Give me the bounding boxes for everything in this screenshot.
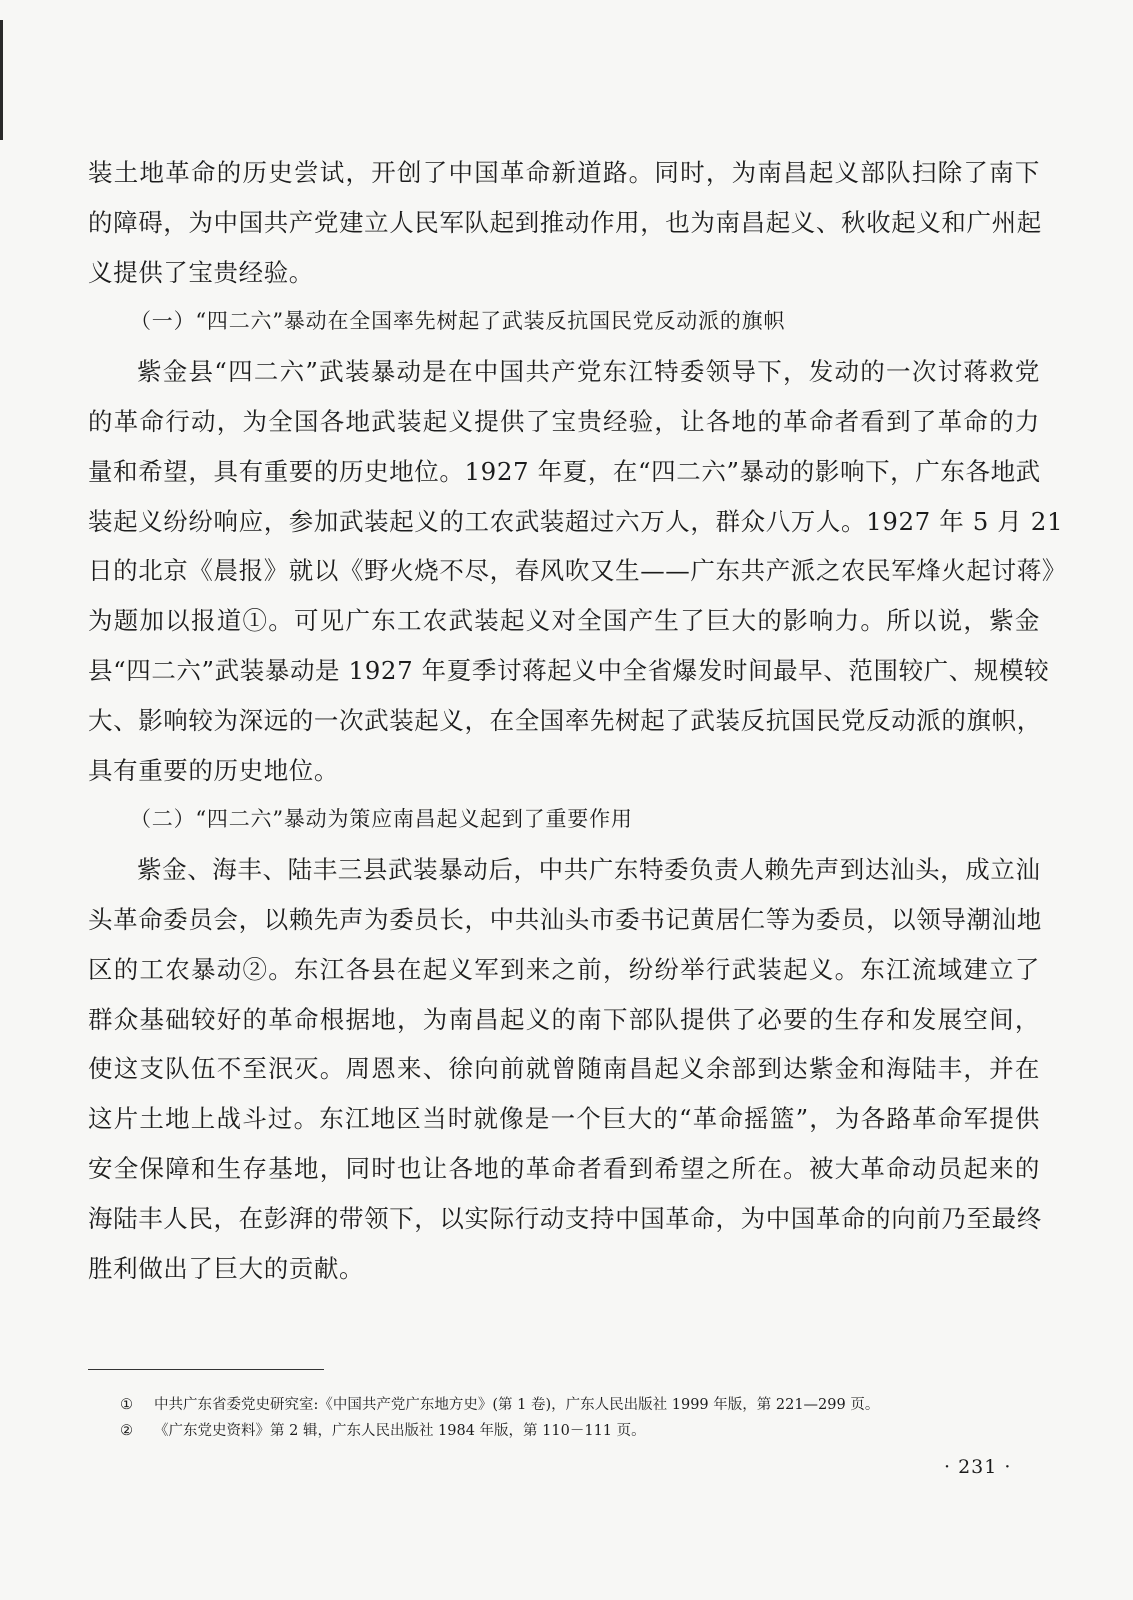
text-line: 这片土地上战斗过。东江地区当时就像是一个巨大的“革命摇篮”，为各路革命军提供 <box>88 1104 1040 1134</box>
text-line: 县“四二六”武装暴动是 1927 年夏季讨蒋起义中全省爆发时间最早、范围较广、规模较 <box>88 655 1050 685</box>
footnote <box>120 1418 879 1444</box>
text-line: 的革命行动，为全国各地武装起义提供了宝贵经验，让各地的革命者看到了革命的力 <box>88 406 1040 436</box>
text-line: 量和希望，具有重要的历史地位。1927 年夏，在“四二六”暴动的影响下，广东各地武 <box>88 456 1041 486</box>
text-line: 日的北京《晨报》就以《野火烧不尽，春风吹又生——广东共产派之农民军烽火起讨蒋》 <box>88 556 1067 586</box>
text-line: 为题加以报道①。可见广东工农武装起义对全国产生了巨大的影响力。所以说，紫金 <box>88 606 1040 636</box>
text-line: 头革命委员会，以赖先声为委员长，中共汕头市委书记黄居仁等为委员，以领导潮汕地 <box>88 904 1042 934</box>
footnote-marker: ② <box>120 1423 133 1439</box>
text-line: 群众基础较好的革命根据地，为南昌起义的南下部队提供了必要的生存和发展空间， <box>88 1004 1040 1034</box>
section-heading: （二）“四二六”暴动为策应南昌起义起到了重要作用 <box>130 807 633 832</box>
text-line: 紫金、海丰、陆丰三县武装暴动后，中共广东特委负责人赖先声到达汕头，成立汕 <box>137 855 1041 885</box>
text-line: 的障碍，为中国共产党建立人民军队起到推动作用，也为南昌起义、秋收起义和广州起 <box>88 207 1042 237</box>
footnote-marker: ① <box>120 1397 133 1413</box>
text-line: 安全保障和生存基地，同时也让各地的革命者看到希望之所在。被大革命动员起来的 <box>88 1153 1040 1183</box>
page-number: · 231 · <box>944 1456 1012 1478</box>
footnote-text: 《广东党史资料》第 2 辑，广东人民出版社 1984 年版，第 110－111 页。 <box>154 1423 646 1439</box>
text-line: 紫金县“四二六”武装暴动是在中国共产党东江特委领导下，发动的一次讨蒋救党 <box>137 357 1040 387</box>
text-line: 装起义纷纷响应，参加武装起义的工农武装超过六万人，群众八万人。1927 年 5 月 21 <box>88 506 1064 536</box>
section-heading: （一）“四二六”暴动在全国率先树起了武装反抗国民党反动派的旗帜 <box>130 309 786 334</box>
footnotes <box>120 1392 879 1444</box>
footnote-rule <box>88 1369 324 1370</box>
scan-edge-mark <box>0 20 3 140</box>
text-line: 具有重要的历史地位。 <box>88 755 339 785</box>
text-line: 海陆丰人民，在彭湃的带领下，以实际行动支持中国革命，为中国革命的向前乃至最终 <box>88 1203 1042 1233</box>
text-line: 义提供了宝贵经验。 <box>88 257 314 287</box>
text-line: 胜利做出了巨大的贡献。 <box>88 1253 365 1283</box>
footnote <box>120 1392 879 1418</box>
text-line: 装土地革命的历史尝试，开创了中国革命新道路。同时，为南昌起义部队扫除了南下 <box>88 158 1040 187</box>
footnote-text: 中共广东省委党史研究室:《中国共产党广东地方史》(第 1 卷)，广东人民出版社 1999 年版，第 221—299 页。 <box>154 1397 880 1413</box>
body-text <box>88 148 1067 1293</box>
text-line: 使这支队伍不至泯灭。周恩来、徐向前就曾随南昌起义余部到达紫金和海陆丰，并在 <box>88 1054 1040 1084</box>
text-line: 区的工农暴动②。东江各县在起义军到来之前，纷纷举行武装起义。东江流域建立了 <box>88 954 1040 984</box>
text-line: 大、影响较为深远的一次武装起义，在全国率先树起了武装反抗国民党反动派的旗帜， <box>88 705 1042 735</box>
